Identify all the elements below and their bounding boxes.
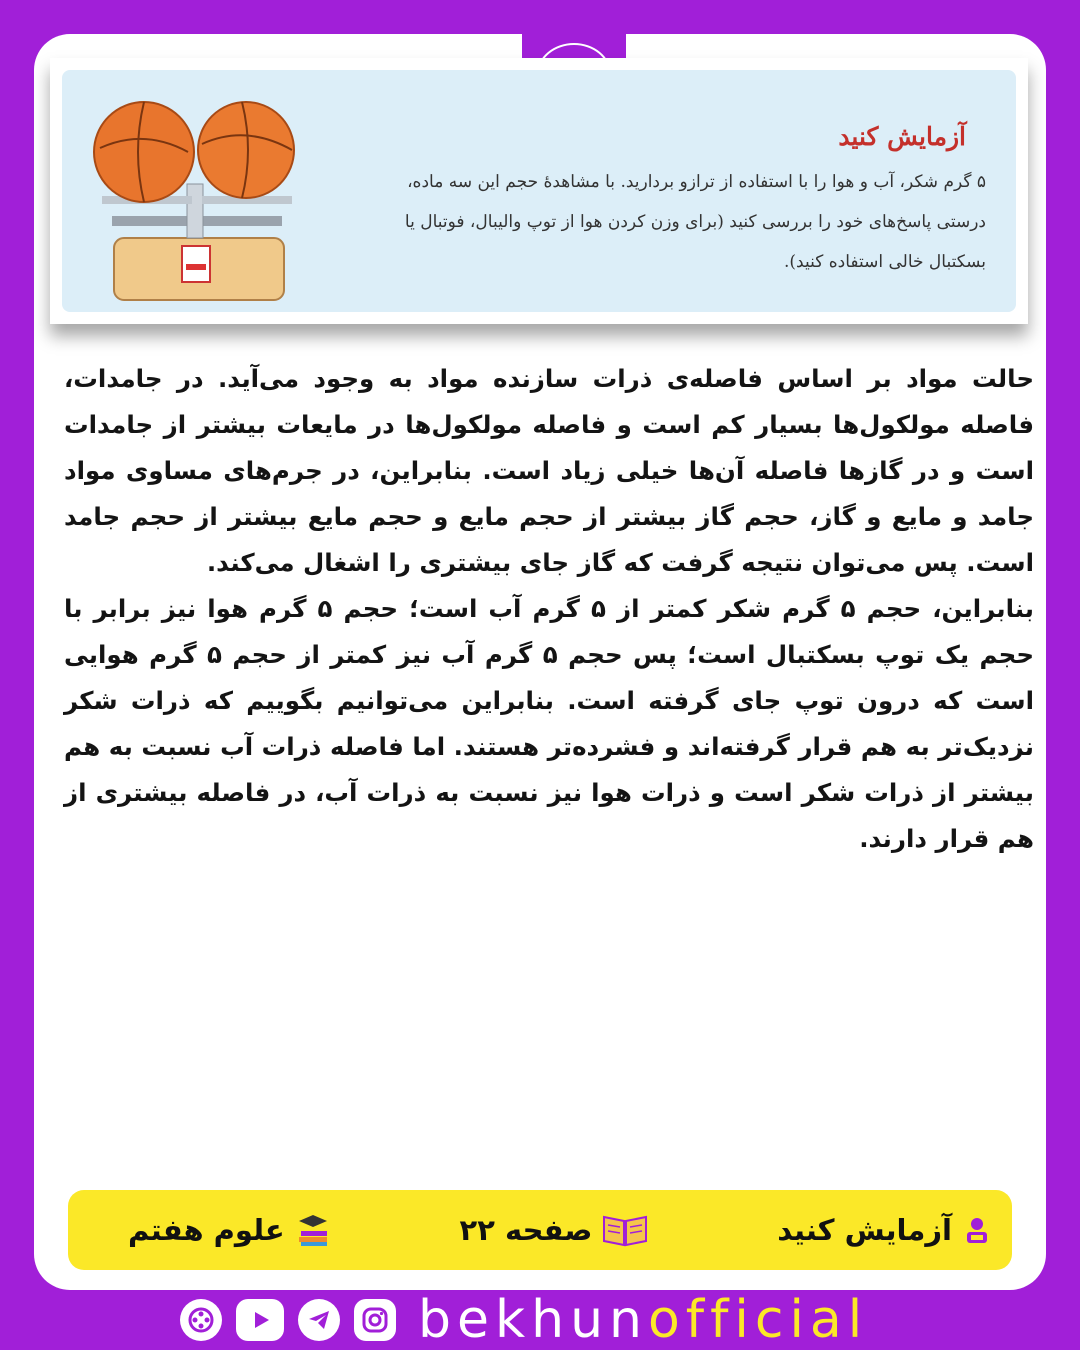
textbook-line: درستی پاسخ‌های خود را بررسی کنید (برای وزن کردن هوا از توپ والیبال، فوتبال یا [404, 212, 986, 232]
aparat-icon[interactable] [180, 1299, 222, 1341]
answer-text [64, 356, 1034, 862]
footer-subject-label: علوم هفتم [128, 1213, 285, 1247]
footer-subject [128, 1213, 331, 1247]
textbook-title: آزمایش کنید [838, 122, 966, 151]
teacher-icon [962, 1215, 992, 1245]
textbook-excerpt [50, 58, 1028, 324]
instagram-icon[interactable] [354, 1299, 396, 1341]
brand-handle-part2: official [647, 1290, 869, 1350]
footer-page [460, 1213, 649, 1247]
footer-page-label: صفحه ۲۲ [459, 1213, 593, 1247]
open-book-icon [602, 1213, 648, 1247]
footer-info-bar [68, 1190, 1012, 1270]
answer-paragraph-1: حالت مواد بر اساس فاصله‌ی ذرات سازنده مواد به وجود می‌آید. در جامدات، فاصله مولکول‌ها بسیار کم است و فاصله مولکول‌ها در مایعات بیشتر از جامدات است و در گازها فاصله آن‌ها خیلی زیاد است. بنابراین، در جرم‌های مساوی مواد جامد و مایع و گاز، حجم گاز بیشتر از حجم مایع و حجم مایع بیشتر از حجم جامد است. پس می‌توان نتیجه گرفت که گاز جای بیشتری را اشغال می‌کند. [64, 364, 1034, 577]
footer-topic-label: آزمایش کنید [777, 1213, 952, 1247]
social-bar [180, 1290, 920, 1350]
brand-handle [418, 1290, 868, 1350]
brand-handle-part1: bekhun [418, 1290, 648, 1350]
textbook-excerpt-panel [62, 70, 1016, 312]
youtube-icon[interactable] [236, 1299, 284, 1341]
graduation-books-icon [295, 1213, 331, 1247]
answer-paragraph-2: بنابراین، حجم ۵ گرم شکر کمتر از ۵ گرم آب است؛ حجم ۵ گرم هوا نیز برابر با حجم یک توپ بسکتبال است؛ پس حجم ۵ گرم آب نیز کمتر از حجم ۵ گرم هوایی است که درون توپ جای گرفته است. بنابراین می‌توانیم بگوییم که ذرات شکر نزدیک‌تر به هم قرار گرفته‌اند و فشرده‌تر هستند. اما فاصله ذرات آب نسبت به هم بیشتر از ذرات شکر است و ذرات هوا نیز نسبت به ذرات آب، در فاصله بیشتری از هم قرار دارند. [64, 594, 1034, 853]
textbook-instructions [306, 162, 986, 282]
telegram-icon[interactable] [298, 1299, 340, 1341]
textbook-line: ۵ گرم شکر، آب و هوا را با استفاده از ترازو بردارید. با مشاهدهٔ حجم این سه ماده، [407, 172, 986, 192]
footer-topic [777, 1213, 992, 1247]
textbook-line: بسکتبال خالی استفاده کنید). [784, 252, 986, 272]
balance-scale-illustration [92, 88, 298, 302]
